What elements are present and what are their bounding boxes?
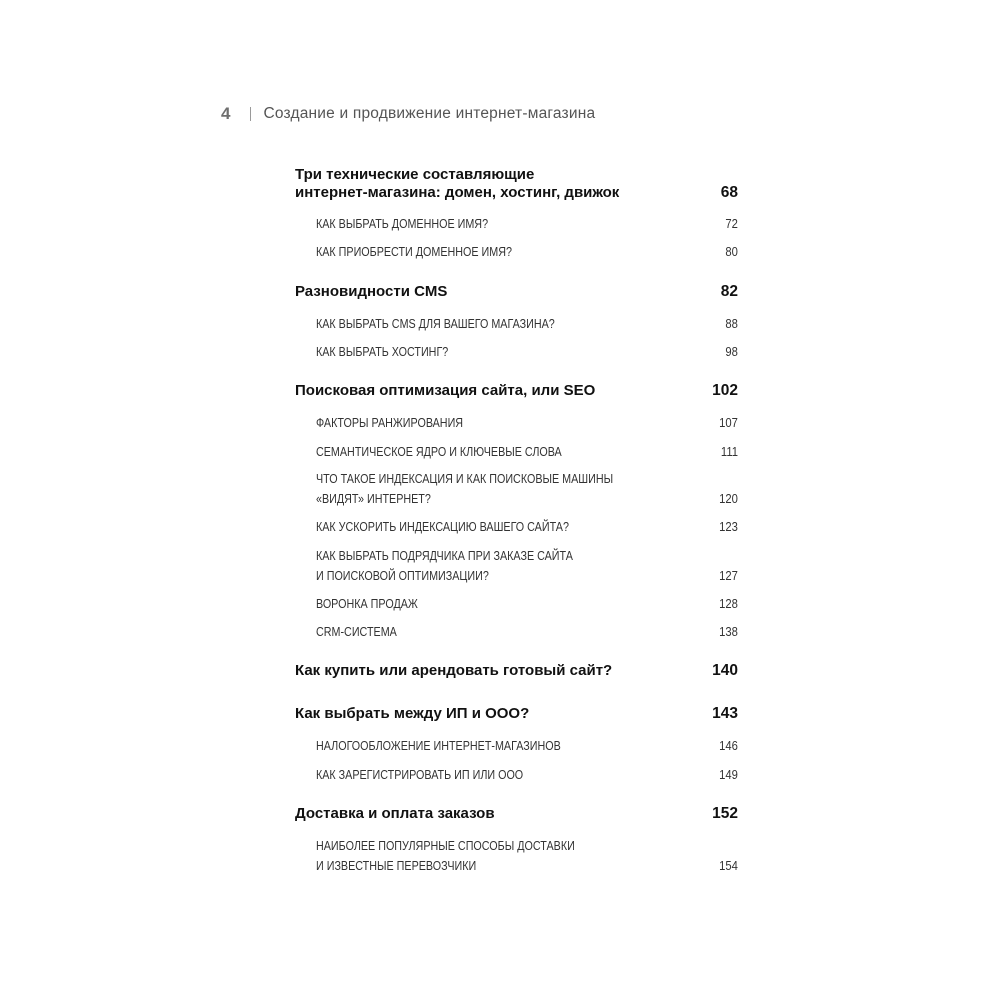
toc-entry-title: ВОРОНКА ПРОДАЖ — [316, 597, 418, 611]
toc-entry-page: 68 — [720, 184, 738, 201]
toc-entry-chapter — [0, 283, 1000, 301]
toc-entry-title: КАК ВЫБРАТЬ ДОМЕННОЕ ИМЯ? — [316, 217, 489, 231]
toc-entry-section — [0, 314, 1000, 334]
toc-entry-section — [0, 622, 1000, 642]
toc-entry-title: КАК ЗАРЕГИСТРИРОВАТЬ ИП ИЛИ ООО — [316, 768, 524, 782]
toc-entry-section — [0, 413, 1000, 433]
page-number: 4 — [221, 104, 231, 123]
toc-entry-section — [0, 765, 1000, 785]
toc-entry-section — [0, 214, 1000, 234]
toc-entry-section — [0, 736, 1000, 756]
toc-entry-page: 88 — [725, 317, 738, 331]
toc-entry-title: ФАКТОРЫ РАНЖИРОВАНИЯ — [316, 416, 464, 430]
toc-entry-page: 72 — [725, 217, 738, 231]
toc-entry-page: 82 — [720, 283, 738, 300]
toc-entry-page: 123 — [719, 520, 738, 534]
toc-entry-page: 80 — [725, 245, 738, 259]
toc-entry-section — [0, 594, 1000, 614]
toc-entry-title: КАК ПРИОБРЕСТИ ДОМЕННОЕ ИМЯ? — [316, 245, 512, 259]
toc-entry-page: 154 — [719, 859, 738, 873]
toc-entry-chapter — [0, 662, 1000, 680]
toc-entry-title: СЕМАНТИЧЕСКОЕ ЯДРО И КЛЮЧЕВЫЕ СЛОВА — [316, 445, 562, 459]
toc-entry-page: 120 — [719, 492, 738, 506]
toc-entry-page: 138 — [719, 625, 738, 639]
toc-entry-title: Как купить или арендовать готовый сайт? — [295, 662, 613, 679]
toc-entry-section — [0, 242, 1000, 262]
toc-entry-title: КАК ВЫБРАТЬ ПОДРЯДЧИКА ПРИ ЗАКАЗЕ САЙТА И ПОИСКОВОЙ ОПТИМИЗАЦИИ? — [316, 549, 573, 583]
toc-entry-title: Поисковая оптимизация сайта, или SEO — [295, 382, 596, 399]
toc-entry-title: Доставка и оплата заказов — [295, 805, 495, 822]
toc-entry-section — [0, 836, 1000, 876]
toc-entry-page: 143 — [712, 705, 738, 722]
toc-entry-page: 107 — [719, 416, 738, 430]
toc-entry-chapter — [0, 166, 1000, 202]
toc-entry-page: 111 — [720, 445, 738, 459]
toc-entry-section — [0, 546, 1000, 586]
toc-entry-section — [0, 517, 1000, 537]
toc-entry-page: 102 — [712, 382, 738, 399]
toc-entry-title: Как выбрать между ИП и ООО? — [295, 705, 530, 722]
toc-entry-chapter — [0, 705, 1000, 723]
toc-entry-page: 128 — [719, 597, 738, 611]
toc-entry-title: ЧТО ТАКОЕ ИНДЕКСАЦИЯ И КАК ПОИСКОВЫЕ МАШИНЫ «ВИДЯТ» ИНТЕРНЕТ? — [316, 472, 614, 506]
toc-entry-section — [0, 469, 1000, 509]
toc-entry-chapter — [0, 382, 1000, 400]
toc-entry-title: Разновидности CMS — [295, 283, 448, 300]
toc-entry-page: 146 — [719, 739, 738, 753]
toc-entry-title: CRM-СИСТЕМА — [316, 625, 397, 639]
toc-entry-title: КАК ВЫБРАТЬ CMS ДЛЯ ВАШЕГО МАГАЗИНА? — [316, 317, 555, 331]
toc-entry-title: НАИБОЛЕЕ ПОПУЛЯРНЫЕ СПОСОБЫ ДОСТАВКИ И ИЗВЕСТНЫЕ ПЕРЕВОЗЧИКИ — [316, 839, 575, 873]
toc-entry-title: Три технические составляющие интернет-магазина: домен, хостинг, движок — [295, 166, 620, 201]
toc-entry-title: НАЛОГООБЛОЖЕНИЕ ИНТЕРНЕТ-МАГАЗИНОВ — [316, 739, 561, 753]
toc-entry-section — [0, 442, 1000, 462]
toc-entry-section — [0, 342, 1000, 362]
toc-entry-title: КАК ВЫБРАТЬ ХОСТИНГ? — [316, 345, 449, 359]
toc-entry-page: 152 — [712, 805, 738, 822]
toc-entry-page: 98 — [725, 345, 738, 359]
toc-entry-title: КАК УСКОРИТЬ ИНДЕКСАЦИЮ ВАШЕГО САЙТА? — [316, 520, 569, 534]
toc-entry-chapter — [0, 805, 1000, 823]
book-title: Создание и продвижение интернет-магазина — [263, 105, 596, 122]
toc-entry-page: 149 — [719, 768, 738, 782]
toc-entry-page: 127 — [719, 569, 738, 583]
toc-entry-page: 140 — [712, 662, 738, 679]
